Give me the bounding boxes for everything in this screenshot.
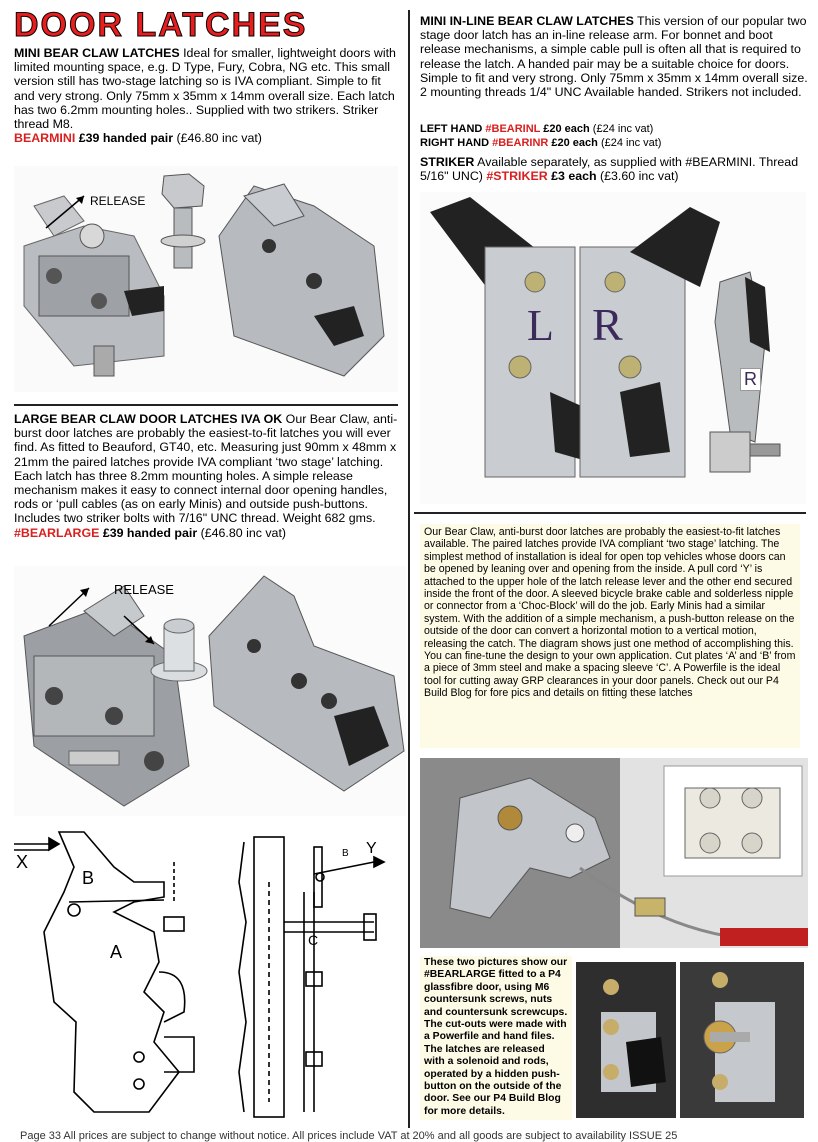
section-divider-right [414,512,806,514]
mini-vat: (£46.80 inc vat) [173,131,262,146]
striker-price: £3 each [547,169,597,184]
column-divider [408,10,410,1128]
large-code: #BEARLARGE [14,525,100,540]
inline-right-code: #BEARINR [492,137,549,149]
page-footer: Page 33 All prices are subject to change without notice. All prices include VAT at 20% and all goods are subject to availability ISSUE 25 [20,1130,678,1142]
mechanism-diagram [14,822,406,1118]
mini-release-label: RELEASE [90,194,146,208]
installation-note: Our Bear Claw, anti-burst door latches are probably the easiest-to-fit latches available. The paired latches provide IVA compliant ‘two stage’ latching. The simplest method of installation is ideal for open top vehicles whose doors can be opened by leaning over and opening from the inside. A pull cord ‘Y’ is attached to the upper hole of the latch release lever and the other end secured inside the front of the door. A sleeved bicycle brake cable and solderless nipple or connector from a ‘Choc-Block’ will do the job. Early Minis had a similar system. With the addition of a simple mechanism, a push-button release on the outside of the door can convert a horizontal motion to a vertical motion, releasing the catch. The diagram shows just one method of accomplishing this. You can fine-tune the design to your own application. Cut plates ‘A’ and ‘B’ from a piece of 3mm steel and make a spacing sleeve ‘C’. A Powerfile is the ideal tool for cutting away GRP clearances in your door panels. Check out our P4 Build Blog for fore pics and details on fitting these latches [420,524,800,748]
striker-body: Available separately, as supplied with #BEARMINI. Thread 5/16" UNC) [420,155,799,184]
striker-section [420,155,808,183]
fitted-photo-right-illustration [680,962,804,1118]
large-section [14,412,398,540]
fitted-photo-left-illustration [576,962,676,1118]
diagram-label-x: X [16,852,29,872]
diagram-label-a: A [110,942,123,962]
inline-right-row [420,136,808,150]
inline-left-code: #BEARINL [485,123,541,135]
inline-left-vat: (£24 inc vat) [589,123,654,135]
mini-latch-illustration [14,166,398,392]
diagram-label-b2: B [342,848,349,859]
inline-body: This version of our popular two stage door latch has an in-line release arm. For bonnet and boot release mechanisms, a simple cable pull is often all that is required to release the latch. A handed pair may be a suitable choice for doors. Simple to fit and very strong. Only 75mm x 35mm x 14mm overall size. 2 mounting threads 1/4" UNC Available handed. Strikers not included. [420,14,808,100]
mini-body: Ideal for smaller, lightweight doors with limited mounting space, e.g. D Type, Fury, Cobra, NG etc. This small version still has two-stage latching so is IVA compliant. Simple to fit and very strong. Only 75mm x 35mm x 14mm overall size. Each latch has two 6.2mm mounting holes.. Supplied with two strikers. Striker thread M8. [14,46,396,132]
inline-heading: MINI IN-LINE BEAR CLAW LATCHES [420,14,634,28]
large-latch-illustration [14,566,406,816]
large-latch-photo [14,566,406,816]
inline-left-label: LEFT HAND [420,123,486,135]
large-heading: LARGE BEAR CLAW DOOR LATCHES IVA OK [14,412,283,426]
photo-letter-l: L [527,301,554,350]
large-release-label: RELEASE [114,582,174,597]
mini-heading: MINI BEAR CLAW LATCHES [14,46,180,60]
striker-heading: STRIKER [420,155,475,169]
cable-release-illustration [420,758,808,948]
striker-vat: (£3.60 inc vat) [596,169,679,184]
mini-section [14,46,398,145]
inline-left-price: £20 each [540,123,590,135]
large-body: Our Bear Claw, anti-burst door latches are probably the easiest-to-fit latches you will ever find. As fitted to Beauford, GT40, etc. Measuring just 90mm x 48mm x 21mm the paired latches provide IVA compliant ‘two stage’ latching. Each latch has three 8.2mm mounting holes. A simple release mechanism makes it easy to connect internal door opening handles, rods or ‘pull cables (as on early Minis) and outside push-buttons. Includes two striker bolts with 7/16" UNC thread. Weight 682 gms. [14,412,398,526]
diagram-label-c: C [308,932,319,948]
mini-code: BEARMINI [14,131,76,146]
inline-left-row [420,122,808,136]
fitted-photo-left [576,962,676,1118]
large-price: £39 handed pair [99,525,198,540]
mechanism-diagram-drawing [14,822,406,1118]
cable-release-photo [420,758,808,948]
striker-code: #STRIKER [486,169,548,184]
inline-right-price: £20 each [548,137,598,149]
section-divider-left [14,404,398,406]
inline-right-vat: (£24 inc vat) [597,137,662,149]
photo-label-r: R [740,368,761,391]
inline-right-label: RIGHT HAND [420,137,493,149]
inline-section [420,14,808,99]
page-title: DOOR LATCHES [14,6,308,44]
diagram-label-y: Y [366,840,377,857]
fitted-photo-right [680,962,804,1118]
photo-letter-r: R [592,299,623,350]
fitted-note: These two pictures show our #BEARLARGE fitted to a P4 glassfibre door, using M6 countersunk screws, nuts and countersunk screwcups. The cut-outs were made with a Powerfile and hand files. The latches are released with a solenoid and rods, operated by a hidden push-button on the outside of the door. See our P4 Build Blog for more details. [420,956,572,1120]
large-vat: (£46.80 inc vat) [197,525,287,540]
inline-prices [420,122,808,150]
mini-price: £39 handed pair [75,131,174,146]
diagram-label-b: B [82,868,95,888]
mini-latch-photo [14,166,398,392]
